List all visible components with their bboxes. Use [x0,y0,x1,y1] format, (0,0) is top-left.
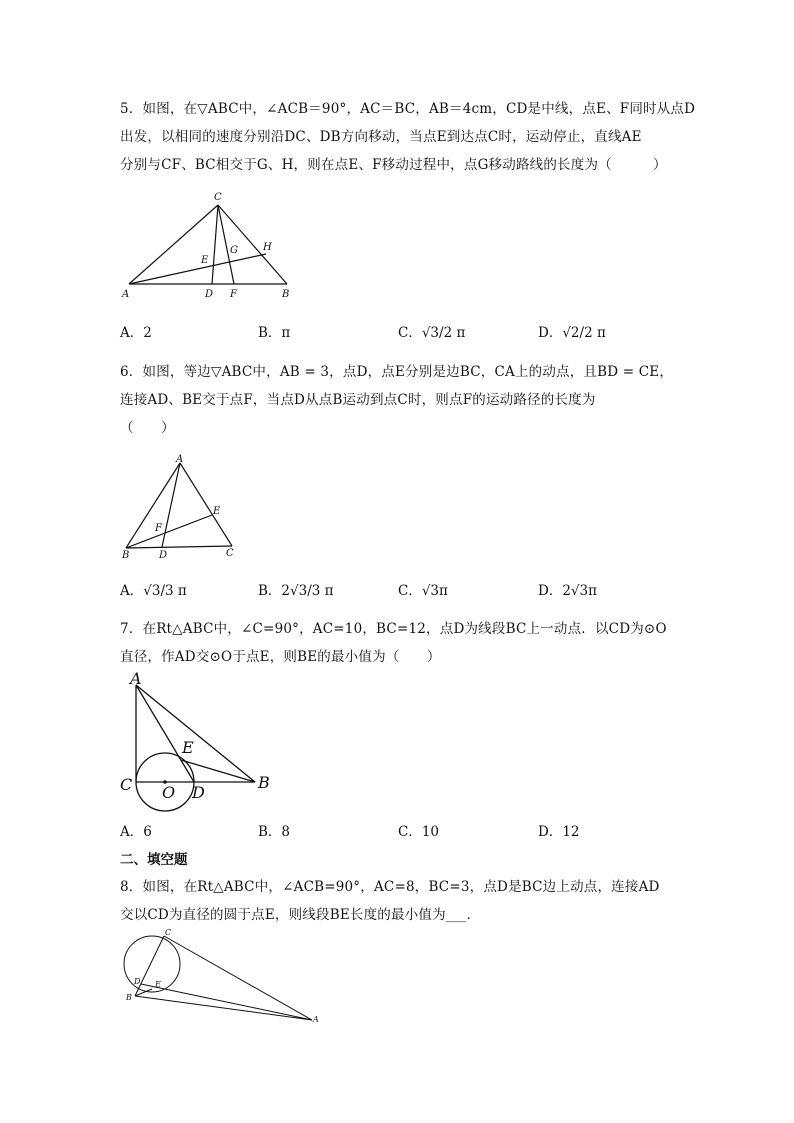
q5-label-a: A [122,289,130,300]
q6-text-line-1: 6．如图，等边▽ABC中，AB = 3，点D，点E分别是边BC，CA上的动点，且BD = CE， [120,364,674,380]
q8-side-ca [164,936,312,1020]
q6-label-b: B [122,550,130,561]
q5-option-c[interactable]: C．√3/2 π [398,325,466,341]
q6-option-b[interactable]: B．2√3/3 π [258,583,334,599]
q8-label-b: B [126,993,132,1002]
q6-label-d: D [159,550,168,561]
q8-text-line-1: 8．如图，在Rt△ABC中，∠ACB=90°，AC=8，BC=3，点D是BC边上动点，连接AD [120,879,660,895]
q6-label-a: A [176,454,184,465]
q7-option-b[interactable]: B．8 [258,824,291,840]
q5-label-d: D [205,289,214,300]
q5-label-c: C [214,192,222,203]
q7-label-d: D [192,783,205,802]
q7-label-e: E [182,738,194,757]
q5-text-line-2: 出发，以相同的速度分别沿DC、DB方向移动，当点E到达点C时，运动停止，直线AE [120,129,642,145]
q6-label-c: C [226,548,234,559]
q8-label-e: E [155,980,161,989]
q7-text-line-2: 直径，作AD交⊙O于点E，则BE的最小值为（ ） [120,649,441,665]
q5-option-a[interactable]: A．2 [120,325,152,341]
q5-label-b: B [282,289,290,300]
q8-label-c: C [165,928,172,937]
q5-label-g: G [230,245,238,256]
q5-label-e: E [201,255,209,266]
q5-label-h: H [263,242,272,253]
q5-label-f: F [230,289,237,300]
q8-text-line-2: 交以CD为直径的圆于点E，则线段BE长度的最小值为___． [120,907,481,923]
q6-option-a[interactable]: A．√3/3 π [120,583,187,599]
q7-label-o: O [162,783,176,802]
q8-circle [124,936,180,992]
q8-label-d: D [134,977,141,986]
q7-label-b: B [258,773,270,792]
q6-label-e: E [213,506,221,517]
q5-text-line-3: 分别与CF、BC相交于G、H，则在点E、F移动过程中，点G移动路线的长度为（ ） [120,157,667,173]
section-heading-fill-in: 二、填空题 [120,852,188,868]
q6-option-c[interactable]: C．√3π [398,583,448,599]
q5-option-b[interactable]: B．π [258,325,291,341]
q6-option-d[interactable]: D．2√3π [538,583,597,599]
q8-label-a: A [313,1015,319,1024]
q8-side-ba [135,996,312,1020]
q7-text-line-1: 7．在Rt△ABC中，∠C=90°，AC=10，BC=12，点D为线段BC上一动点．以CD为⊙O [120,621,667,637]
q6-label-f: F [155,523,162,534]
q5-option-d[interactable]: D．√2/2 π [538,325,606,341]
q6-text-line-3: （ ） [120,420,175,436]
q7-label-c: C [120,775,133,794]
q5-text-line-1: 5．如图，在▽ABC中，∠ACB＝90°，AC＝BC，AB＝4cm，CD是中线，点E、F同时从点D [120,101,696,117]
q7-option-c[interactable]: C．10 [398,824,440,840]
q7-option-d[interactable]: D．12 [538,824,580,840]
q7-label-a: A [130,669,142,688]
q8-segment-ad [141,984,312,1020]
q7-option-a[interactable]: A．6 [120,824,152,840]
q6-text-line-2: 连接AD、BE交于点F，当点D从点B运动到点C时，则点F的运动路径的长度为 [120,392,596,408]
